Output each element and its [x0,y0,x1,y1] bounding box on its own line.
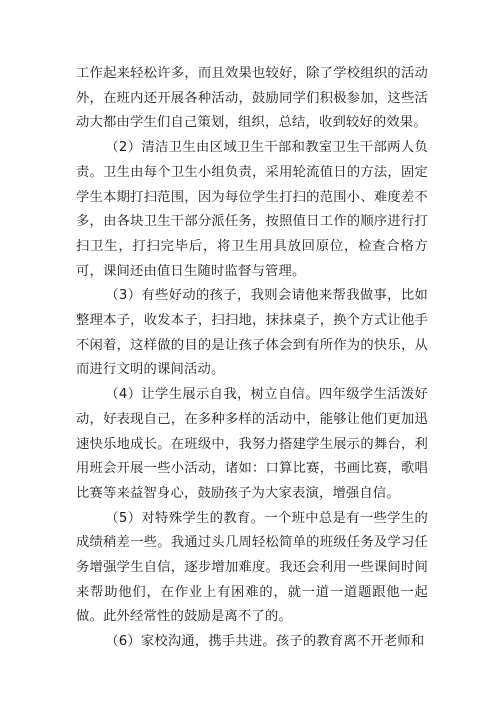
body-text [76,62,428,655]
paragraph-4-self-display: （4）让学生展示自我，树立自信。四年级学生活泼好动，好表现自己，在多种多样的活动中，能够让他们更加迅速快乐地成长。在班级中，我努力搭建学生展示的舞台，利用班会开展一些小活动，诸如：口算比赛，书画比赛，歌唱比赛等来益智身心，鼓励孩子为大家表演，增强自信。 [76,387,428,501]
paragraph-2-cleaning: （2）清洁卫生由区域卫生干部和教室卫生干部两人负责。卫生由每个卫生小组负责，采用轮流值日的方法，固定学生本期打扫范围，因为每位学生打扫的范围小、难度差不多，由各块卫生干部分派任务，按照值日工作的顺序进行打扫卫生，打扫完毕后，将卫生用具放回原位，检查合格方可，课间还由值日生随时监督与管理。 [76,140,428,279]
paragraph-3-active-children: （3）有些好动的孩子，我则会请他来帮我做事，比如整理本子，收发本子，扫扫地，抹抹桌子，换个方式让他手不闲着，这样做的目的是让孩子体会到有所作为的快乐，从而进行文明的课间活动。 [76,288,428,378]
paragraph-5-special-students: （5）对特殊学生的教育。一个班中总是有一些学生的成绩稍差一些。我通过头几周轻松简单的班级任务及学习任务增强学生自信，逐步增加难度。我还会利用一些课间时间来帮助他们，在作业上有困难的，就一道一道题跟他一起做。此外经常性的鼓励是离不了的。 [76,510,428,625]
paragraph-6-home-school: （6）家校沟通，携手共进。孩子的教育离不开老师和 [105,634,425,650]
paragraph-continued: 工作起来轻松许多，而且效果也较好，除了学校组织的活动外，在班内还开展各种活动，鼓励同学们积极参加，这些活动大都由学生们自己策划，组织，总结，收到较好的效果。 [76,66,428,131]
